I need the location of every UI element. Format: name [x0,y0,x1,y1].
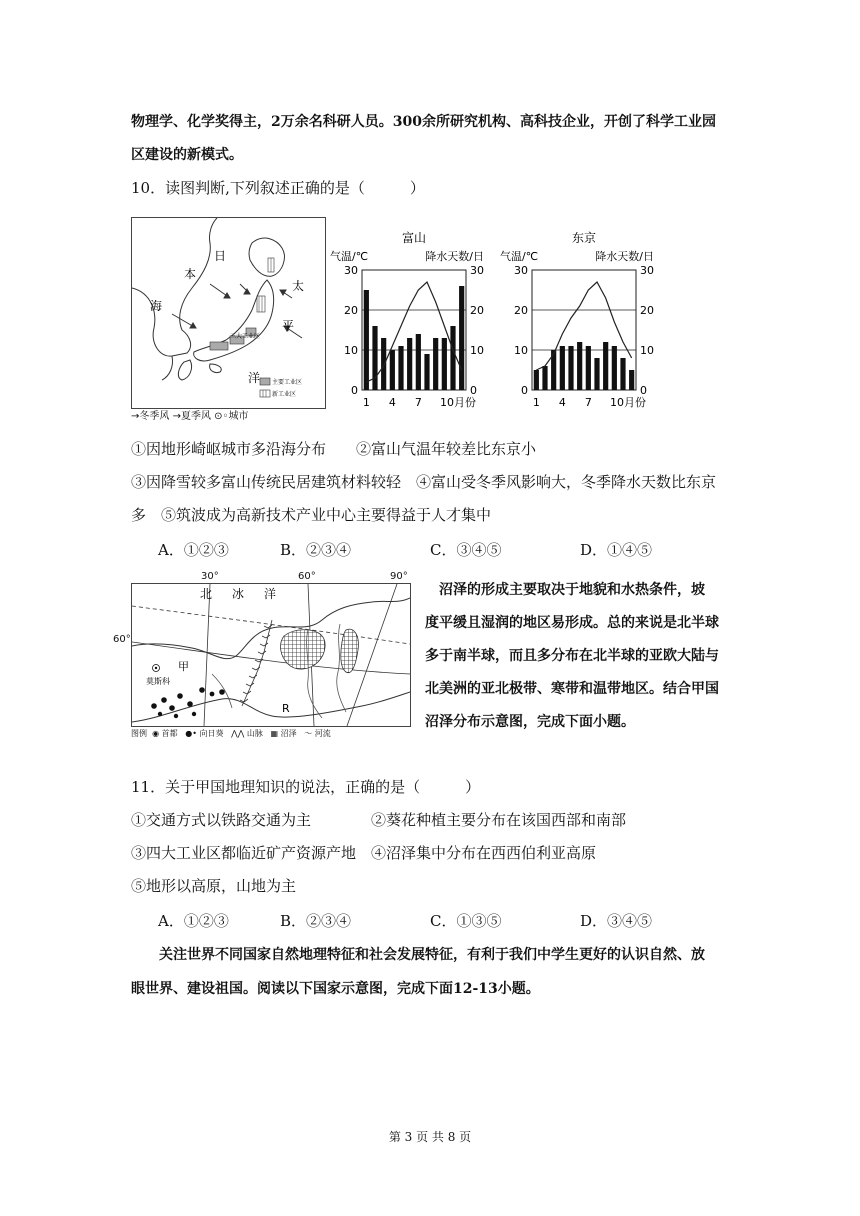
y-axis-right-label: 降水天数/日 [425,250,484,263]
arctic-ocean-label: 北 冰 洋 [200,587,281,601]
y-tick-left: 20 [344,304,358,317]
q11-choice-c[interactable]: C．①③⑤ [430,912,502,930]
lat-label-60: 60° [113,634,131,645]
y-tick-left: 10 [514,344,528,357]
mountain-legend-icon: ⋀⋀ [231,729,245,738]
x-tick-label: 7 [584,396,592,409]
lon-label-90: 90° [390,571,408,582]
precip-bar [577,342,582,390]
q11-choice-d[interactable]: D．③④⑤ [580,912,653,930]
y-tick-right: 10 [470,344,484,357]
y-axis-left-label: 气温/℃ [330,250,369,263]
q10-choice-a[interactable]: A．①②③ [158,541,229,559]
y-tick-left: 10 [344,344,358,357]
precip-bar [416,334,421,390]
precip-bar [612,346,617,390]
toyama-climate-chart [330,228,500,416]
x-tick-label: 7 [414,396,422,409]
y-tick-left: 30 [344,264,358,277]
river-legend-icon: 〜 [304,729,313,738]
q11-stem: 11．关于甲国地理知识的说法，正确的是（ ） [131,778,481,796]
swamp-passage: 沼泽的形成主要取决于地貌和水热条件，坡 度平缓且湿润的地区易形成。总的来说是北半球 多于南半球，而且多分布在北半球的亚欧大陆与 北美洲的亚北极带、寒带和温带地区。结合甲国 沼泽分布示意图，完成下面小题。 [425,582,719,730]
q10-choice-d[interactable]: D．①④⑤ [580,541,653,559]
y-tick-right: 20 [470,304,484,317]
y-tick-left: 30 [514,264,528,277]
last-passage-line-1: 关注世界不同国家自然地理特征和社会发展特征，有利于我们中学生更好的认识自然、放 [159,947,705,963]
swamp-map [131,583,411,727]
swamp-map-legend: 图例 ◉ 首都 ●• 向日葵 ⋀⋀ 山脉 ▦ 沼泽 〜 河流 [131,729,331,738]
y-tick-right: 30 [470,264,484,277]
capital-legend-icon: ◉ [152,729,160,738]
precip-bar [450,326,455,390]
q10-choice-b[interactable]: B．②③④ [280,541,352,559]
y-tick-left: 0 [351,384,358,397]
y-tick-right: 10 [640,344,654,357]
y-tick-right: 30 [640,264,654,277]
swamp-map-svg [132,584,410,726]
precip-bar [390,350,395,390]
precip-bar [603,342,608,390]
page-footer: 第 3 页 共 8 页 [388,1130,472,1144]
lon-label-30: 30° [201,571,219,582]
legend-new-industry: 新工业区 [272,391,297,398]
tokyo-climate-chart [500,228,670,416]
summer-wind-arrow-icon: → [172,411,181,422]
y-axis-left-label: 气温/℃ [500,250,539,263]
precip-bar [620,358,625,390]
svg-text:平: 平 [282,319,295,333]
moscow-label: 莫斯科 [146,677,170,686]
x-tick-label: 1 [532,396,540,409]
x-tick-label: 10月份 [610,396,646,409]
svg-text:洋: 洋 [248,371,261,385]
q11-option-line-2: ③四大工业区都临近矿产资源产地 ④沼泽集中分布在西西伯利亚高原 [131,844,597,862]
q10-option-line-3: 多 ⑤筑波成为高新技术产业中心主要得益于人才集中 [131,506,492,524]
precip-bar [459,286,464,390]
precip-bar [594,358,599,390]
precip-bar [542,366,547,390]
chart-title: 东京 [571,231,597,245]
swamp-legend-icon: ▦ [270,729,279,738]
precip-bar [442,338,447,390]
precip-bar [586,346,591,390]
svg-text:太: 太 [292,279,305,293]
temperature-line [366,282,461,382]
svg-text:海: 海 [150,299,163,313]
y-tick-left: 0 [521,384,528,397]
y-tick-right: 0 [470,384,477,397]
precip-bar [433,338,438,390]
y-tick-right: 20 [640,304,654,317]
svg-text:本: 本 [184,267,197,281]
q10-option-line-2: ③因降雪较多富山传统民居建筑材料较轻 ④富山受冬季风影响大，冬季降水天数比东京 [131,473,717,491]
x-tick-label: 10月份 [440,396,476,409]
industrial-zone-marker [210,342,228,350]
precip-bar [629,370,634,390]
y-axis-right-label: 降水天数/日 [595,250,654,263]
q11-choice-a[interactable]: A．①②③ [158,912,229,930]
chart-title: 富山 [401,231,427,245]
y-tick-right: 0 [640,384,647,397]
intro-line-1: 物理学、化学奖得主，2万余名科研人员。300余所研究机构、高科技企业，开创了科学工业园 [131,114,716,130]
x-tick-label: 4 [388,396,396,409]
temperature-line [536,282,631,370]
precip-bar [568,346,573,390]
x-tick-label: 1 [362,396,370,409]
river-r-label: R [282,702,290,715]
last-passage-line-2: 眼世界、建设祖国。阅读以下国家示意图，完成下面12-13小题。 [131,981,540,997]
precip-bar [534,370,539,390]
legend-main-industry: 主要工业区 [272,379,303,386]
sunflower-dots [151,687,225,718]
svg-text:三大工业区: 三大工业区 [230,333,261,340]
q10-option-line-1: ①因地形崎岖城市多沿海分布 ②富山气温年较差比东京小 [131,440,537,458]
winter-wind-arrow-icon: → [131,411,140,422]
plot-frame [362,270,466,390]
q10-stem: 10．读图判断,下列叙述正确的是（ ） [131,179,425,197]
precip-bar [372,326,377,390]
q11-option-line-1: ①交通方式以铁路交通为主 ②葵花种植主要分布在该国西部和南部 [131,811,627,829]
precip-bar [398,346,403,390]
city-icon: ⊙◦ [214,411,229,422]
sunflower-legend-icon: ●• [185,729,197,738]
japan-map-svg [132,218,325,408]
q11-option-line-3: ⑤地形以高原，山地为主 [131,877,297,895]
y-tick-left: 20 [514,304,528,317]
intro-line-2: 区建设的新模式。 [131,147,243,163]
precip-bar [424,354,429,390]
swamp-west-siberia [281,630,326,669]
japan-map [131,217,326,409]
japan-map-legend: →冬季风 →夏季风 ⊙◦城市 [131,411,249,422]
lon-label-60: 60° [298,571,316,582]
q11-choice-b[interactable]: B．②③④ [280,912,352,930]
precip-bar [560,346,565,390]
x-tick-label: 4 [558,396,566,409]
q10-choice-c[interactable]: C．③④⑤ [430,541,502,559]
precip-bar [407,338,412,390]
country-jia-label: 甲 [178,660,189,673]
swamp-east [341,629,359,673]
precip-bar [381,338,386,390]
precip-bar [364,290,369,390]
label-ri: 日 [214,249,227,263]
